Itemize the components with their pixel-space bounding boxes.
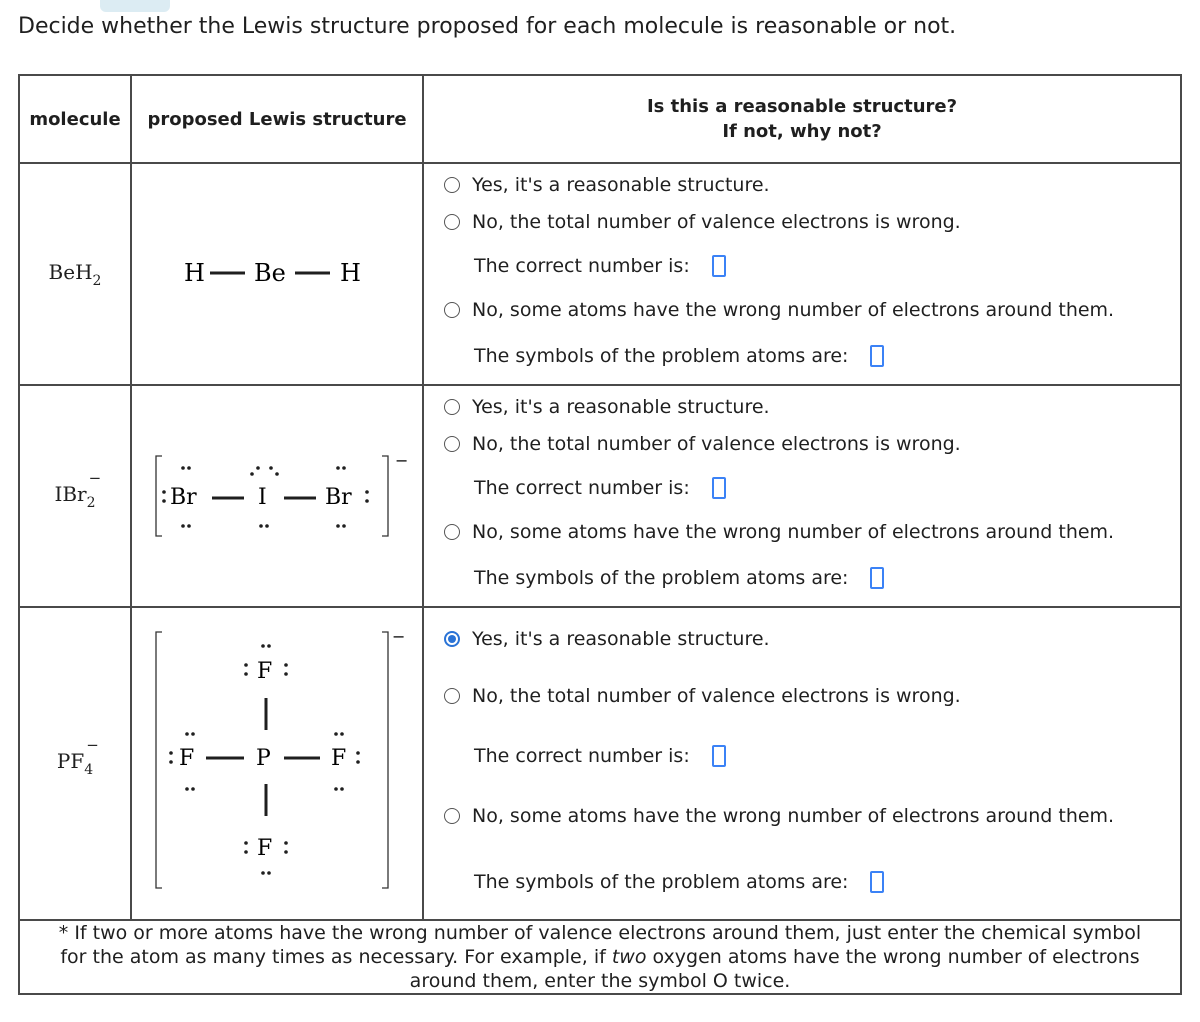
symbols-input[interactable] [870,567,884,589]
table-row-beh2 [19,163,1181,385]
symbols-input[interactable] [870,871,884,893]
option-valence-wrong[interactable] [444,685,961,707]
atom-br-left: Br [170,485,197,510]
option-atoms-wrong[interactable] [444,805,1114,827]
molecule-subscript: 2 [92,272,102,289]
atom-f-top: F [257,659,273,684]
option-valence-wrong[interactable] [444,433,961,455]
table-row-ibr2 [19,385,1181,607]
molecule-formula: IBr [54,481,87,506]
footnote-row [19,920,1181,994]
molecule-cell [19,163,131,385]
symbols-label: The symbols of the problem atoms are: [474,871,849,893]
lewis-structure-table [18,74,1182,995]
radio-button[interactable] [444,399,460,415]
bracket-right [382,456,388,536]
option-valence-label: No, the total number of valence electrons is wrong. [472,211,961,233]
charge-mark: − [88,468,102,487]
option-yes-label: Yes, it's a reasonable structure. [472,628,770,650]
header-reasonable-line2: If not, why not? [722,121,882,142]
table-row-pf4 [19,607,1181,920]
option-atoms-wrong[interactable] [444,299,1114,321]
radio-button[interactable] [444,302,460,318]
radio-button[interactable] [444,214,460,230]
radio-button[interactable] [444,524,460,540]
charge-mark: − [86,736,99,754]
symbols-label: The symbols of the problem atoms are: [474,345,849,367]
lewis-cell [131,163,423,385]
footnote-line2-end: oxygen atoms have the wrong number of electrons [646,946,1140,968]
correct-number-label: The correct number is: [474,745,690,767]
option-valence-wrong[interactable] [444,211,961,233]
lewis-cell [131,385,423,607]
option-atoms-wrong[interactable] [444,521,1114,543]
symbols-row [474,345,884,367]
atom-be: Be [254,259,286,287]
atom-h-right: H [340,259,361,287]
correct-number-row [474,745,726,767]
symbols-row [474,567,884,589]
option-atoms-label: No, some atoms have the wrong number of electrons around them. [472,521,1115,543]
option-yes[interactable] [444,628,770,650]
radio-button[interactable] [444,688,460,704]
header-lewis: proposed Lewis structure [131,75,423,163]
atom-f-right: F [331,746,347,771]
footnote-line3: around them, enter the symbol O twice. [409,970,791,992]
correct-number-row [474,477,726,499]
option-atoms-label: No, some atoms have the wrong number of electrons around them. [472,299,1115,321]
footnote-line2 [20,945,1180,969]
atom-br-right: Br [325,485,352,510]
header-row [19,75,1181,163]
lewis-cell [131,607,423,920]
ion-charge: − [395,451,409,470]
top-tab-decoration [100,0,170,12]
molecule-formula: PF [56,749,85,773]
molecule-subscript: 2 [86,494,96,511]
molecule-cell [19,385,131,607]
correct-number-row [474,255,726,277]
header-reasonable [423,75,1181,163]
option-yes-label: Yes, it's a reasonable structure. [472,174,770,196]
radio-button-selected[interactable] [444,631,460,647]
atom-i: I [258,485,267,510]
molecule-subscript: 4 [84,762,94,778]
radio-button[interactable] [444,436,460,452]
symbols-label: The symbols of the problem atoms are: [474,567,849,589]
options-cell [423,163,1181,385]
radio-button[interactable] [444,808,460,824]
header-molecule: molecule [19,75,131,163]
atom-h-left: H [184,259,205,287]
molecule-cell [19,607,131,920]
instruction-text: Decide whether the Lewis structure proposed for each molecule is reasonable or not. [18,14,957,39]
option-yes-label: Yes, it's a reasonable structure. [472,396,770,418]
bracket-right [382,632,388,888]
lewis-structure-ibr2 [132,386,422,602]
option-atoms-label: No, some atoms have the wrong number of electrons around them. [472,805,1115,827]
ion-charge: − [392,627,406,646]
header-reasonable-line1: Is this a reasonable structure? [646,96,958,117]
correct-number-label: The correct number is: [474,255,690,277]
correct-number-label: The correct number is: [474,477,690,499]
bracket-left [156,456,162,536]
footnote [19,920,1181,994]
option-yes[interactable] [444,174,770,196]
bracket-left [156,632,162,888]
correct-number-input[interactable] [712,477,726,499]
correct-number-input[interactable] [712,745,726,767]
footnote-line2-start: for the atom as many times as necessary. For example, if [60,946,612,968]
lewis-structure-beh2 [132,164,422,380]
molecule-formula: BeH [48,259,93,284]
option-valence-label: No, the total number of valence electrons is wrong. [472,685,961,707]
atom-p: P [256,746,271,771]
option-yes[interactable] [444,396,770,418]
radio-button[interactable] [444,177,460,193]
option-valence-label: No, the total number of valence electrons is wrong. [472,433,961,455]
atom-f-left: F [179,746,195,771]
correct-number-input[interactable] [712,255,726,277]
lewis-structure-pf4 [132,608,422,915]
options-cell [423,385,1181,607]
options-cell [423,607,1181,920]
atom-f-bottom: F [257,836,273,861]
footnote-line1: * If two or more atoms have the wrong number of valence electrons around them, just enter the chemical symbol [58,922,1142,944]
symbols-row [474,871,884,893]
symbols-input[interactable] [870,345,884,367]
footnote-emphasis: two [611,946,647,968]
